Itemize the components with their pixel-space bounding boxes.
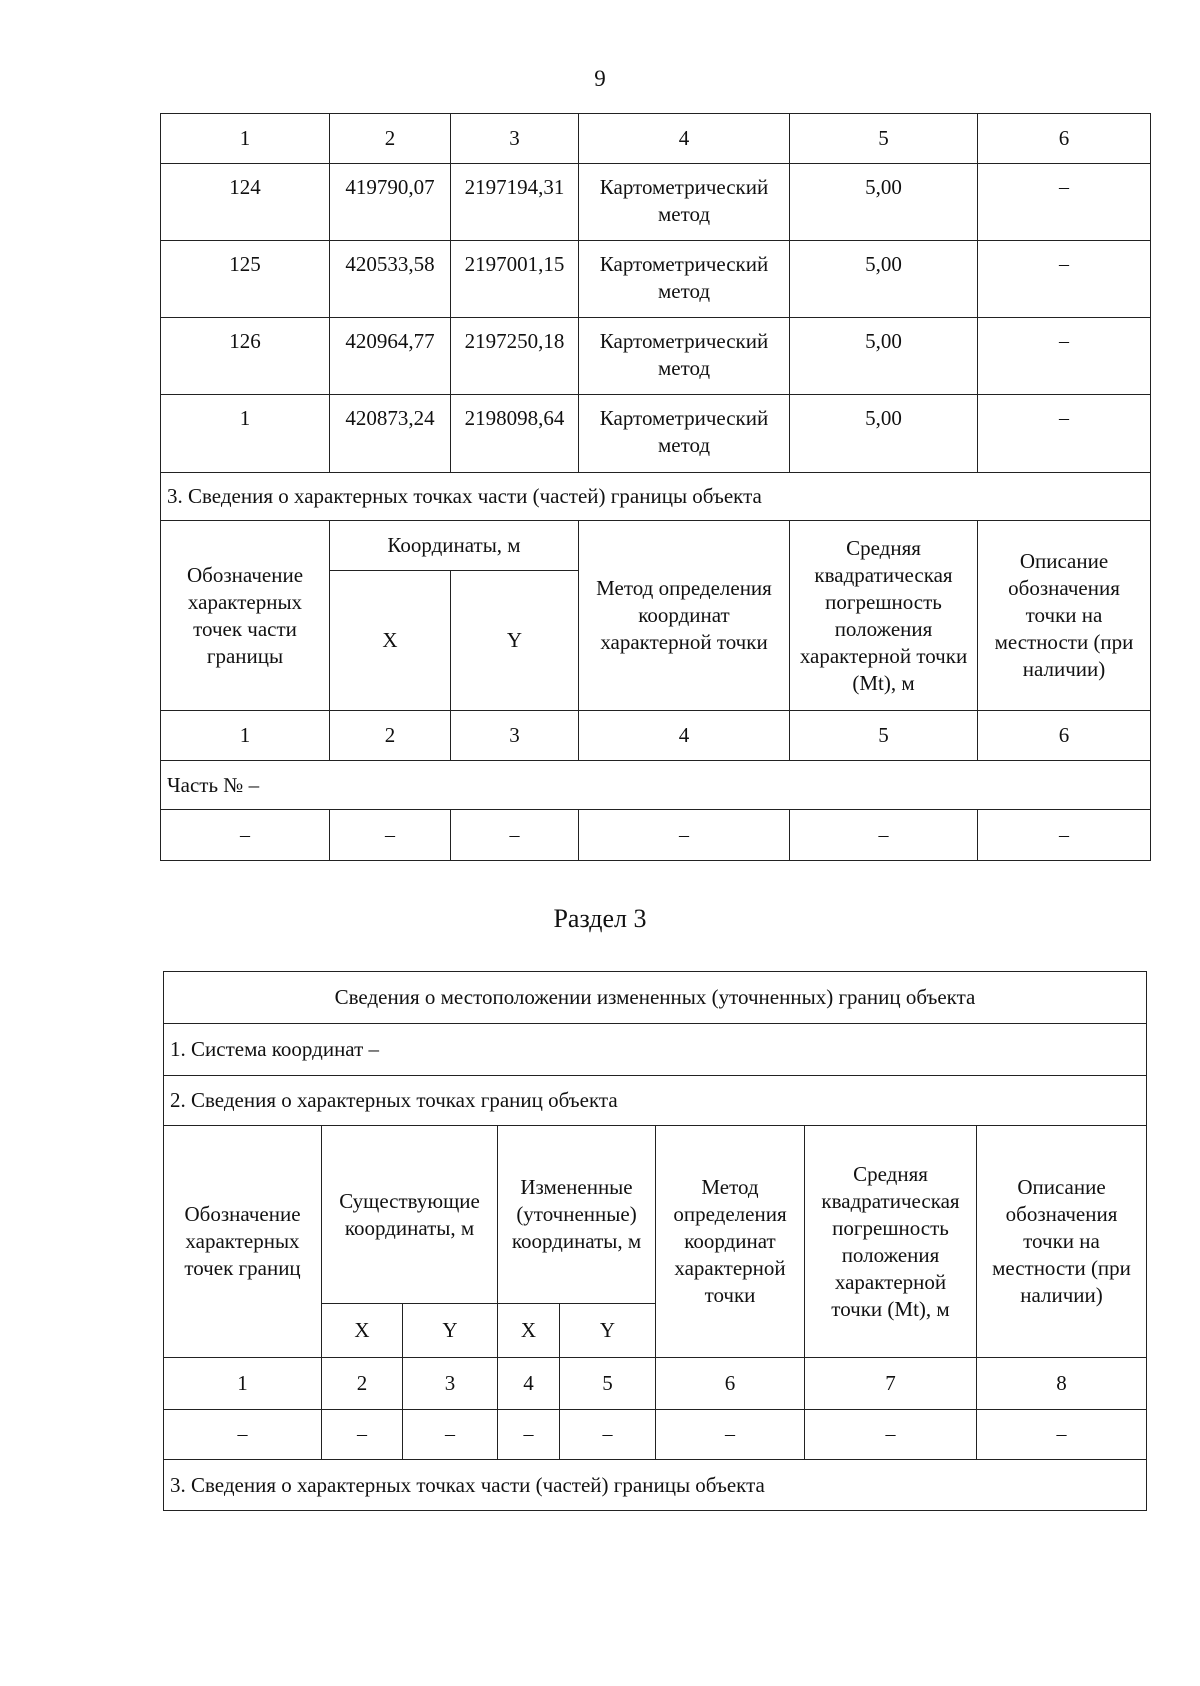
part-title: 3. Сведения о характерных точках части (частей) границы объекта [164,1460,1147,1511]
coord-x: 420964,77 [330,318,451,395]
point-designation: 126 [161,318,330,395]
col-number-1: 1 [161,114,330,164]
empty-cell: – [805,1410,977,1460]
column-number-row [164,1358,1147,1410]
coord-x: 420873,24 [330,395,451,473]
header-point-designation: Обозначение характерных точек границ [164,1126,322,1358]
header-point-designation: Обозначение характерных точек части границы [161,521,330,711]
header-x-existing: X [322,1304,403,1358]
accuracy: 5,00 [790,164,978,241]
col-number-6: 6 [978,114,1151,164]
point-designation: 124 [161,164,330,241]
empty-cell: – [579,810,790,861]
col-number-1: 1 [161,711,330,761]
boundary-points-table [160,113,1151,861]
col-number-2: 2 [330,114,451,164]
header-y: Y [451,571,579,711]
empty-cell: – [498,1410,560,1460]
page-number: 9 [594,66,606,91]
method: Картометрический метод [579,395,790,473]
header-y-existing: Y [403,1304,498,1358]
points-title: 2. Сведения о характерных точках границ объекта [164,1076,1147,1126]
header-x: X [330,571,451,711]
coord-y: 2197250,18 [451,318,579,395]
header-description: Описание обозначения точки на местности (при наличии) [978,521,1151,711]
description: – [978,318,1151,395]
method: Картометрический метод [579,318,790,395]
empty-cell: – [560,1410,656,1460]
header-coordinates: Координаты, м [330,521,579,571]
empty-cell: – [978,810,1151,861]
col-number-5: 5 [560,1358,656,1410]
col-number-1: 1 [164,1358,322,1410]
table-title: Сведения о местоположении измененных (уточненных) границ объекта [164,972,1147,1024]
coord-x: 419790,07 [330,164,451,241]
empty-cell: – [790,810,978,861]
col-number-4: 4 [579,114,790,164]
col-number-7: 7 [805,1358,977,1410]
coord-y: 2197001,15 [451,241,579,318]
point-designation: 1 [161,395,330,473]
accuracy: 5,00 [790,395,978,473]
method: Картометрический метод [579,241,790,318]
empty-cell: – [161,810,330,861]
header-x-changed: X [498,1304,560,1358]
col-number-6: 6 [656,1358,805,1410]
empty-cell: – [164,1410,322,1460]
description: – [978,395,1151,473]
header-accuracy: Средняя квадратическая погрешность положения характерной точки (Mt), м [805,1126,977,1358]
header-changed-coords: Измененные (уточненные) координаты, м [498,1126,656,1304]
header-method: Метод определения координат характерной точки [656,1126,805,1358]
table-row [161,241,1151,318]
section-title: Раздел 3 [553,904,647,933]
header-accuracy: Средняя квадратическая погрешность положения характерной точки (Mt), м [790,521,978,711]
col-number-3: 3 [451,114,579,164]
coord-y: 2198098,64 [451,395,579,473]
table-row [164,1410,1147,1460]
col-number-8: 8 [977,1358,1147,1410]
header-method: Метод определения координат характерной точки [579,521,790,711]
table-row [161,810,1151,861]
col-number-4: 4 [498,1358,560,1410]
accuracy: 5,00 [790,318,978,395]
column-number-row [161,114,1151,164]
table-row [161,395,1151,473]
col-number-3: 3 [403,1358,498,1410]
method: Картометрический метод [579,164,790,241]
table-row [161,164,1151,241]
col-number-4: 4 [579,711,790,761]
empty-cell: – [403,1410,498,1460]
changed-boundary-table [163,971,1147,1511]
coord-x: 420533,58 [330,241,451,318]
column-number-row [161,711,1151,761]
coord-system: 1. Система координат – [164,1024,1147,1076]
coord-y: 2197194,31 [451,164,579,241]
col-number-2: 2 [322,1358,403,1410]
empty-cell: – [656,1410,805,1460]
header-existing-coords: Существующие координаты, м [322,1126,498,1304]
table-row [161,318,1151,395]
empty-cell: – [977,1410,1147,1460]
empty-cell: – [322,1410,403,1460]
empty-cell: – [330,810,451,861]
col-number-6: 6 [978,711,1151,761]
col-number-3: 3 [451,711,579,761]
header-y-changed: Y [560,1304,656,1358]
part-section-title: 3. Сведения о характерных точках части (частей) границы объекта [161,473,1151,521]
part-label: Часть № – [161,761,1151,810]
description: – [978,241,1151,318]
accuracy: 5,00 [790,241,978,318]
point-designation: 125 [161,241,330,318]
header-description: Описание обозначения точки на местности (при наличии) [977,1126,1147,1358]
description: – [978,164,1151,241]
empty-cell: – [451,810,579,861]
col-number-5: 5 [790,711,978,761]
col-number-2: 2 [330,711,451,761]
col-number-5: 5 [790,114,978,164]
